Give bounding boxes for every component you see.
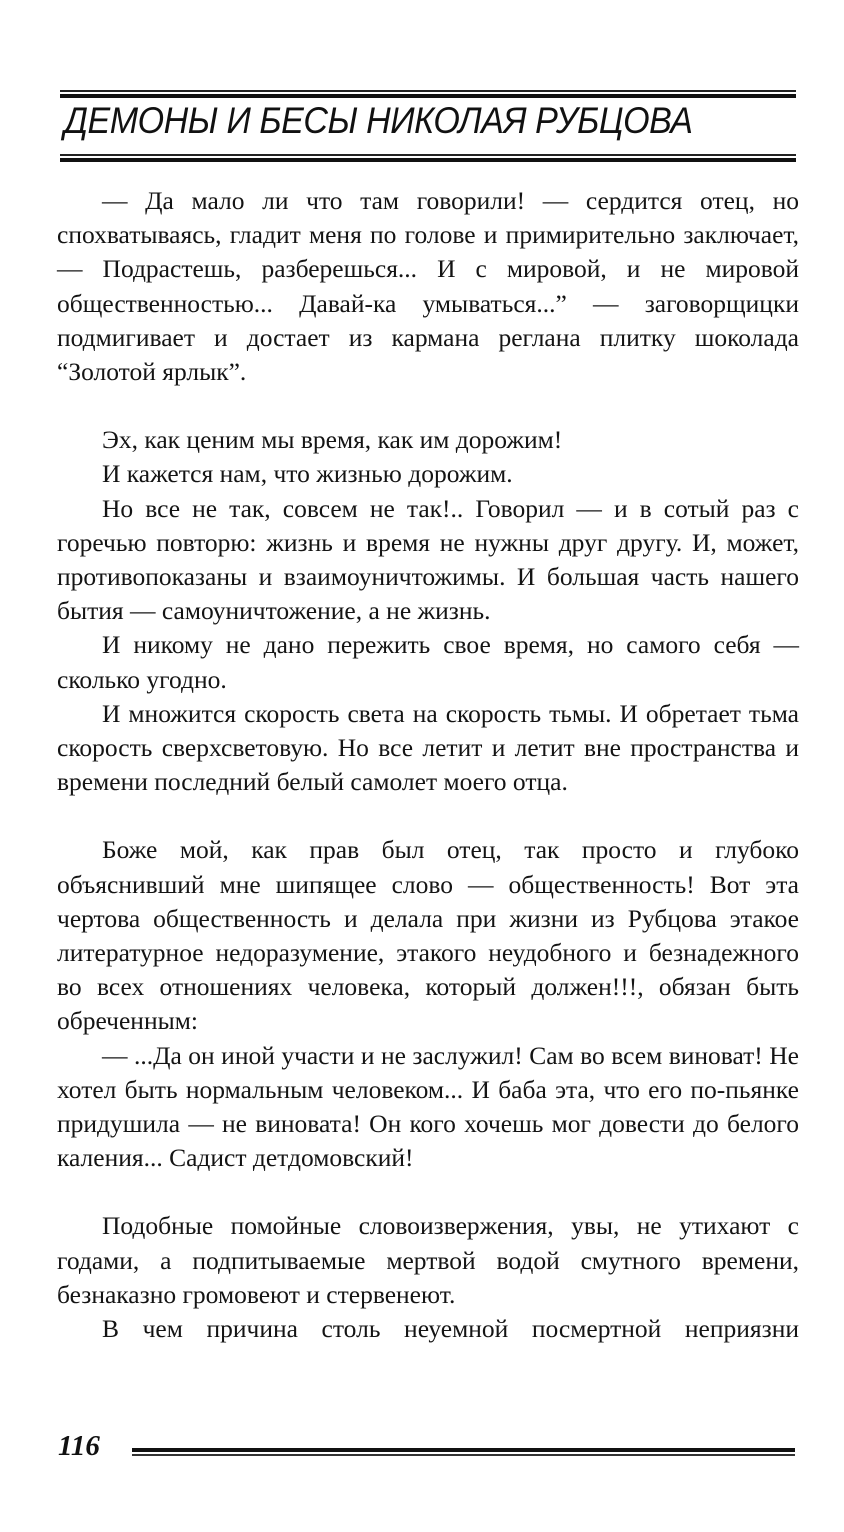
paragraph: И кажется нам, что жизнью дорожим. [102,459,513,489]
body-text [57,184,799,1346]
paragraph-spacer [57,799,799,833]
paragraph-spacer [57,1175,799,1209]
paragraph: Подобные помойные словоизвержения, увы, не утихают с годами, а подпитываемые мертвой водой смутного времени, безнаказно громовеют и стервенеют. [57,1211,799,1309]
running-head-title: ДЕМОНЫ И БЕСЫ НИКОЛАЯ РУБЦОВА [64,100,693,141]
paragraph: Боже мой, как прав был отец, так просто и глубоко объяснивший мне шипящее слово — общественность! Вот эта чертова общественность и делала при жизни из Рубцова этакое литературное недоразумение, этакого неудобного и безнадежного во всех отношениях человека, который должен!!!, обязан быть обреченным: [57,835,799,1036]
footer-rule [132,1448,795,1456]
paragraph-spacer [57,389,799,423]
paragraph: И никому не дано пережить свое время, но самого себя — сколько угодно. [57,630,799,694]
paragraph: — Да мало ли что там говорили! — сердится отец, но спохватываясь, гладит меня по голове и примирительно заключает, — Подрастешь, разберешься... И с мировой, и не мировой общественностью... Давай-ка умываться...” — заговорщицки подмигивает и достает из кармана реглана плитку шоколада “Золотой ярлык”. [57,186,799,387]
paragraph: — ...Да он иной участи и не заслужил! Сам во всем виноват! Не хотел быть нормальным человеком... И баба эта, что его по-пьянке придушила — не виновата! Он кого хочешь мог довести до белого каления... Садист детдомовский! [57,1040,799,1173]
header-rule-bottom [60,154,796,162]
paragraph: И множится скорость света на скорость тьмы. И обретает тьма скорость сверхсветовую. Но все летит и летит вне пространства и времени последний белый самолет моего отца. [57,698,799,797]
header-rule-top [60,90,796,98]
paragraph: В чем причина столь неуемной посмертной неприязни [102,1314,799,1344]
paragraph: Но все не так, совсем не так!.. Говорил — и в сотый раз с горечью повторю: жизнь и время не нужны друг другу. И, может, противопоказаны и взаимоуничтожимы. И большая часть нашего бытия — самоуничтожение, а не жизнь. [57,493,799,626]
page-number: 116 [58,1430,100,1462]
paragraph: Эх, как ценим мы время, как им дорожим! [102,425,563,455]
